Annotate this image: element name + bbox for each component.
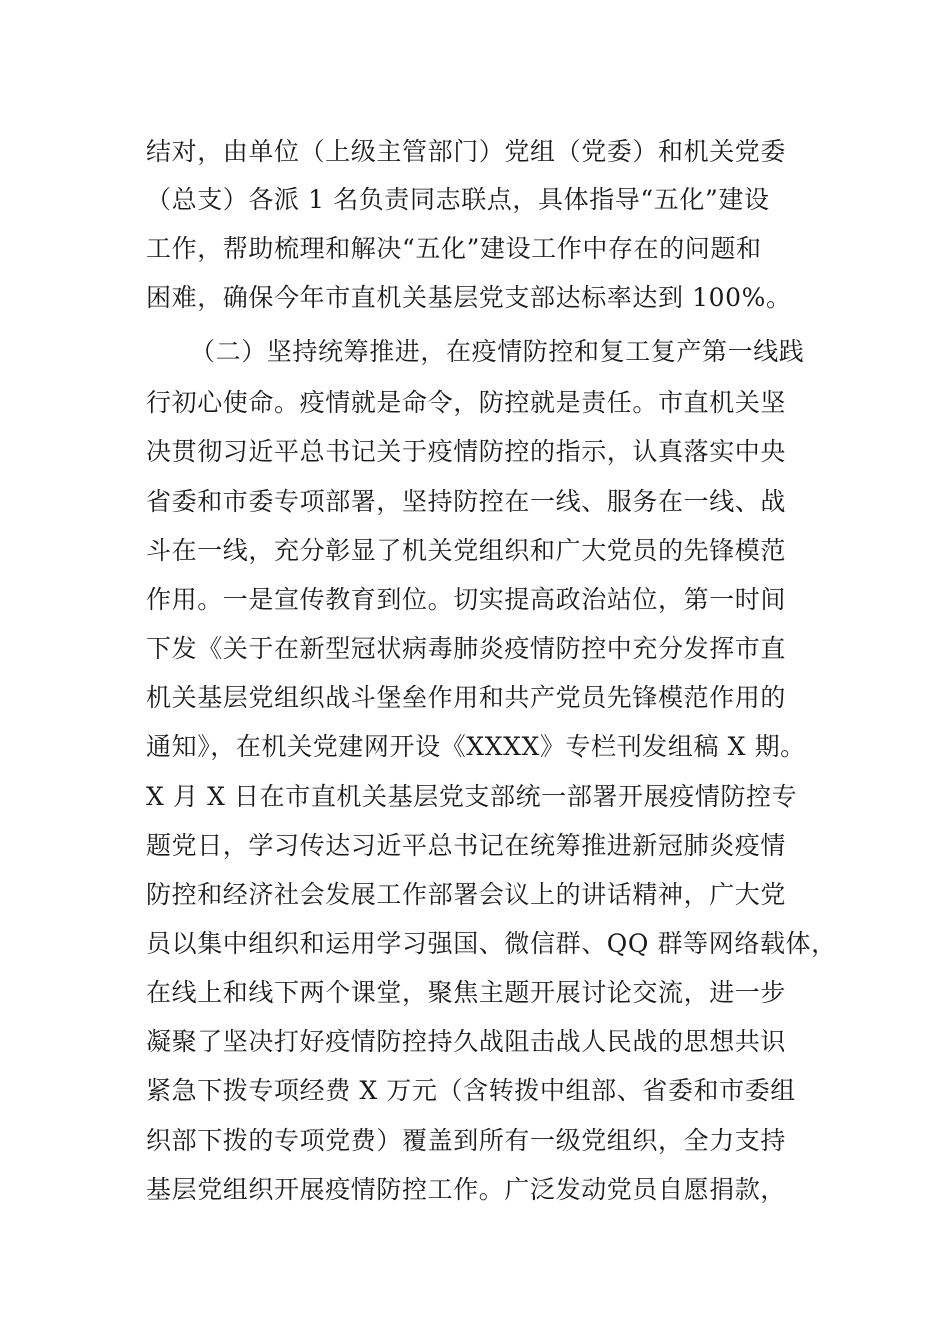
text-line: 行初心使命。疫情就是命令，防控就是责任。市直机关坚 xyxy=(146,388,787,417)
text-line: 作用。一是宣传教育到位。切实提高政治站位，第一时间 xyxy=(146,585,787,614)
text-line: 省委和市委专项部署，坚持防控在一线、服务在一线、战 xyxy=(146,487,787,516)
text-line: 紧急下拨专项经费 X 万元（含转拨中组部、省委和市委组 xyxy=(146,1076,796,1105)
text-line: 在线上和线下两个课堂，聚焦主题开展讨论交流，进一步 xyxy=(146,978,787,1007)
text-line: 机关基层党组织战斗堡垒作用和共产党员先锋模范作用的 xyxy=(146,683,787,712)
text-line: 通知》，在机关党建网开设《XXXX》专栏刊发组稿 X 期。 xyxy=(146,732,806,761)
text-line: 困难，确保今年市直机关基层党支部达标率达到 100%。 xyxy=(146,283,792,312)
text-line: 基层党组织开展疫情防控工作。广泛发动党员自愿捐款， xyxy=(146,1175,787,1204)
text-line: 工作，帮助梳理和解决“五化”建设工作中存在的问题和 xyxy=(146,234,762,263)
text-line: 防控和经济社会发展工作部署会议上的讲话精神，广大党 xyxy=(146,880,787,909)
text-line: 题党日，学习传达习近平总书记在统筹推进新冠肺炎疫情 xyxy=(146,831,787,860)
paragraph-heading-line: （二）坚持统筹推进，在疫情防控和复工复产第一线践 xyxy=(190,337,805,366)
text-line: 凝聚了坚决打好疫情防控持久战阻击战人民战的思想共识 xyxy=(146,1027,787,1056)
text-line: 结对，由单位（上级主管部门）党组（党委）和机关党委 xyxy=(146,137,787,166)
text-line: 下发《关于在新型冠状病毒肺炎疫情防控中充分发挥市直 xyxy=(146,634,787,663)
text-line: 织部下拨的专项党费）覆盖到所有一级党组织，全力支持 xyxy=(146,1126,787,1155)
text-line: X 月 X 日在市直机关基层党支部统一部署开展疫情防控专 xyxy=(146,782,798,811)
text-line: （总支）各派 1 名负责同志联点，具体指导“五化”建设 xyxy=(146,185,770,214)
text-line: 决贯彻习近平总书记关于疫情防控的指示，认真落实中央 xyxy=(146,437,787,466)
text-line: 员以集中组织和运用学习强国、微信群、QQ 群等网络载体， xyxy=(146,929,837,958)
text-line: 斗在一线，充分彰显了机关党组织和广大党员的先锋模范 xyxy=(146,536,787,565)
